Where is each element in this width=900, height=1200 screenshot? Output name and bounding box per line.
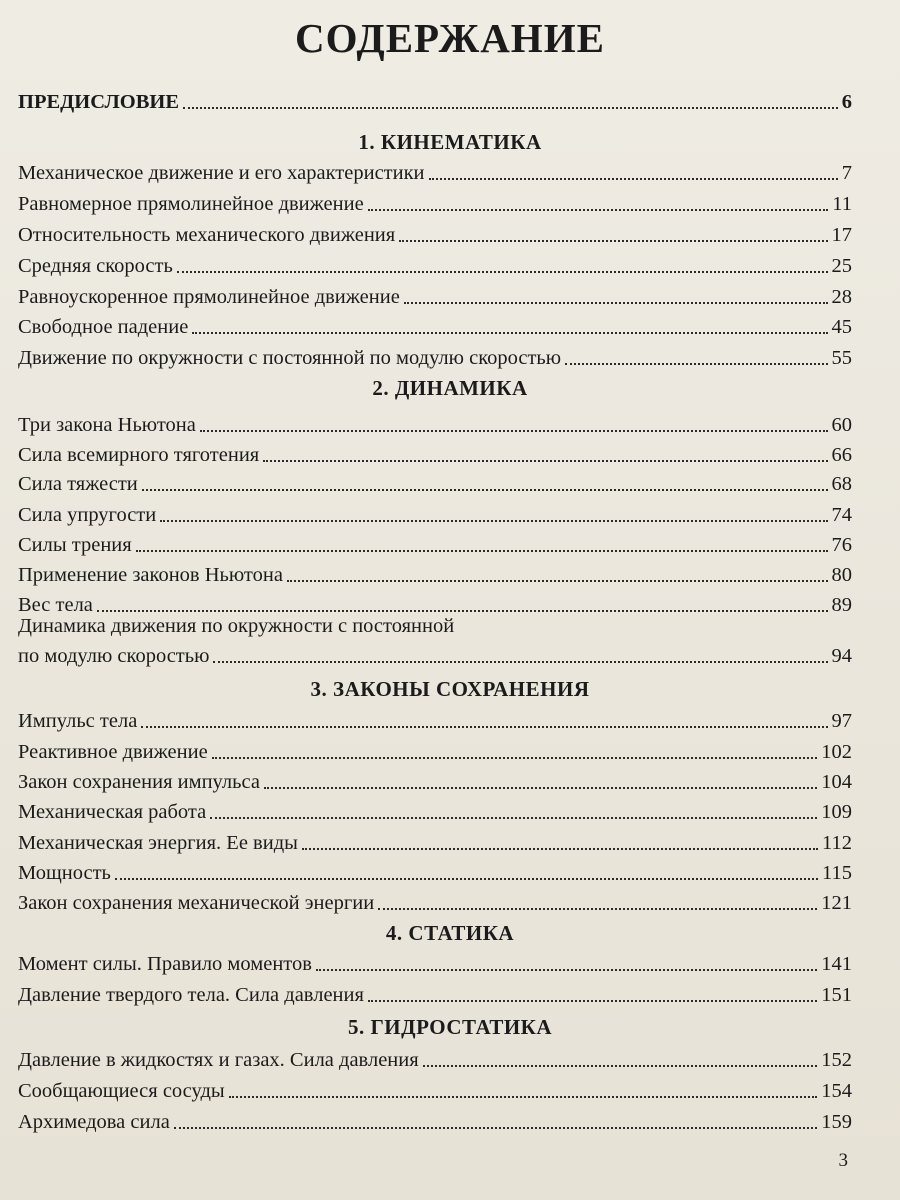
toc-entry xyxy=(18,946,852,976)
dot-leader xyxy=(136,550,828,552)
toc-entry-label: Силы трения xyxy=(18,534,132,556)
toc-entry xyxy=(18,557,852,587)
toc-entry-label: Средняя скорость xyxy=(18,255,173,277)
toc-entry-page: 25 xyxy=(831,255,852,277)
toc-entry xyxy=(18,587,852,617)
dot-leader xyxy=(287,580,828,582)
toc-entry xyxy=(18,527,852,557)
toc-entry xyxy=(18,186,852,216)
dot-leader xyxy=(97,610,828,612)
toc-entry-page: 112 xyxy=(822,832,852,854)
toc-entry xyxy=(18,279,852,309)
toc-entry xyxy=(18,217,852,247)
toc-entry-preface xyxy=(18,84,852,114)
dot-leader xyxy=(368,209,829,211)
toc-entry xyxy=(18,497,852,527)
toc-entry-page: 74 xyxy=(831,504,852,526)
section-heading-conservation-laws: 3. ЗАКОНЫ СОХРАНЕНИЯ xyxy=(310,677,590,701)
toc-entry-label: Давление в жидкостях и газах. Сила давления xyxy=(18,1049,419,1071)
toc-entry xyxy=(18,155,852,185)
toc-entry-label: Сообщающиеся сосуды xyxy=(18,1080,225,1102)
dot-leader xyxy=(302,848,818,850)
toc-entry-page: 151 xyxy=(821,984,852,1006)
toc-entry-page: 55 xyxy=(831,347,852,369)
dot-leader xyxy=(141,726,827,728)
dot-leader xyxy=(565,363,827,365)
toc-entry-label: Закон сохранения импульса xyxy=(18,771,260,793)
dot-leader xyxy=(177,271,828,273)
toc-entry-label: Движение по окружности с постоянной по модулю скоростью xyxy=(18,347,562,369)
toc-entry-page: 94 xyxy=(831,645,852,667)
toc-entry-label: Механическое движение и его характеристики xyxy=(18,162,425,184)
toc-entry-page: 141 xyxy=(821,953,852,975)
toc-entry xyxy=(18,734,852,764)
toc-entry xyxy=(18,309,852,339)
toc-entry-page: 115 xyxy=(822,862,852,884)
toc-entry-page: 154 xyxy=(821,1080,852,1102)
toc-entry-label: Давление твердого тела. Сила давления xyxy=(18,984,364,1006)
toc-entry-page: 17 xyxy=(831,224,852,246)
toc-entry xyxy=(18,794,852,824)
toc-entry-page: 121 xyxy=(821,892,852,914)
dot-leader xyxy=(212,757,818,759)
dot-leader xyxy=(229,1096,818,1098)
toc-entry-label: Применение законов Ньютона xyxy=(18,564,283,586)
toc-entry-label: Механическая работа xyxy=(18,801,207,823)
section-heading-dynamics: 2. ДИНАМИКА xyxy=(372,376,528,400)
toc-entry-label: Импульс тела xyxy=(18,710,138,732)
toc-entry-label: Вес тела xyxy=(18,594,93,616)
toc-entry-page: 104 xyxy=(821,771,852,793)
toc-entry-page: 159 xyxy=(821,1111,852,1133)
dot-leader xyxy=(368,1000,817,1002)
toc-entry-page: 102 xyxy=(821,741,852,763)
toc-entry-label: Относительность механического движения xyxy=(18,224,396,246)
page-title: СОДЕРЖАНИЕ xyxy=(295,15,605,61)
toc-entry-label: Мощность xyxy=(18,862,111,884)
toc-entry xyxy=(18,248,852,278)
toc-entry-label: Равномерное прямолинейное движение xyxy=(18,193,364,215)
dot-leader xyxy=(174,1127,817,1129)
dot-leader xyxy=(404,302,828,304)
section-heading-hydrostatics: 5. ГИДРОСТАТИКА xyxy=(347,1015,553,1039)
toc-entry-page: 28 xyxy=(831,286,852,308)
toc-entry-label: Три закона Ньютона xyxy=(18,414,196,436)
toc-entry-page: 97 xyxy=(831,710,852,732)
toc-entry xyxy=(18,340,852,370)
toc-entry xyxy=(18,437,852,467)
dot-leader xyxy=(429,178,838,180)
dot-leader xyxy=(213,661,827,663)
dot-leader xyxy=(115,878,818,880)
toc-entry xyxy=(18,855,852,885)
toc-entry xyxy=(18,764,852,794)
toc-entry-label: Сила упругости xyxy=(18,504,157,526)
toc-entry-page: 6 xyxy=(841,91,852,113)
section-heading-statics: 4. СТАТИКА xyxy=(385,921,515,945)
toc-entry xyxy=(18,407,852,437)
toc-entry-label: Реактивное движение xyxy=(18,741,208,763)
page-number: 3 xyxy=(838,1150,848,1171)
toc-entry-label: Сила всемирного тяготения xyxy=(18,444,260,466)
toc-entry-page: 11 xyxy=(832,193,852,215)
toc-entry-label-line1: Динамика движения по окружности с постоянной xyxy=(18,615,455,637)
dot-leader xyxy=(210,817,817,819)
toc-entry-label: Момент силы. Правило моментов xyxy=(18,953,312,975)
toc-entry-label: ПРЕДИСЛОВИЕ xyxy=(18,91,179,113)
dot-leader xyxy=(192,332,827,334)
toc-entry xyxy=(18,703,852,733)
toc-entry xyxy=(18,638,852,668)
toc-entry-page: 66 xyxy=(831,444,852,466)
dot-leader xyxy=(200,430,828,432)
toc-entry-page: 68 xyxy=(831,473,852,495)
dot-leader xyxy=(142,489,828,491)
dot-leader xyxy=(316,969,817,971)
toc-entry-label: по модулю скоростью xyxy=(18,645,210,667)
section-heading-kinematics: 1. КИНЕМАТИКА xyxy=(358,130,542,154)
dot-leader xyxy=(183,107,838,109)
toc-entry-page: 60 xyxy=(831,414,852,436)
toc-entry xyxy=(18,1042,852,1072)
toc-entry-page: 7 xyxy=(841,162,852,184)
toc-entry xyxy=(18,466,852,496)
toc-entry xyxy=(18,885,852,915)
toc-entry xyxy=(18,1073,852,1103)
dot-leader xyxy=(264,787,817,789)
toc-entry-page: 45 xyxy=(831,316,852,338)
toc-entry-label: Сила тяжести xyxy=(18,473,138,495)
dot-leader xyxy=(160,520,827,522)
toc-entry-label: Свободное падение xyxy=(18,316,189,338)
dot-leader xyxy=(399,240,827,242)
toc-entry-label: Равноускоренное прямолинейное движение xyxy=(18,286,400,308)
toc-entry-label: Закон сохранения механической энергии xyxy=(18,892,375,914)
dot-leader xyxy=(378,908,817,910)
toc-entry xyxy=(18,825,852,855)
dot-leader xyxy=(423,1065,818,1067)
toc-entry xyxy=(18,1104,852,1134)
toc-entry-label: Механическая энергия. Ее виды xyxy=(18,832,298,854)
toc-entry-page: 80 xyxy=(831,564,852,586)
toc-entry-label: Архимедова сила xyxy=(18,1111,170,1133)
toc-entry-page: 109 xyxy=(821,801,852,823)
toc-entry-page: 152 xyxy=(821,1049,852,1071)
toc-entry xyxy=(18,977,852,1007)
dot-leader xyxy=(263,460,827,462)
toc-entry-page: 76 xyxy=(831,534,852,556)
toc-entry-page: 89 xyxy=(831,594,852,616)
